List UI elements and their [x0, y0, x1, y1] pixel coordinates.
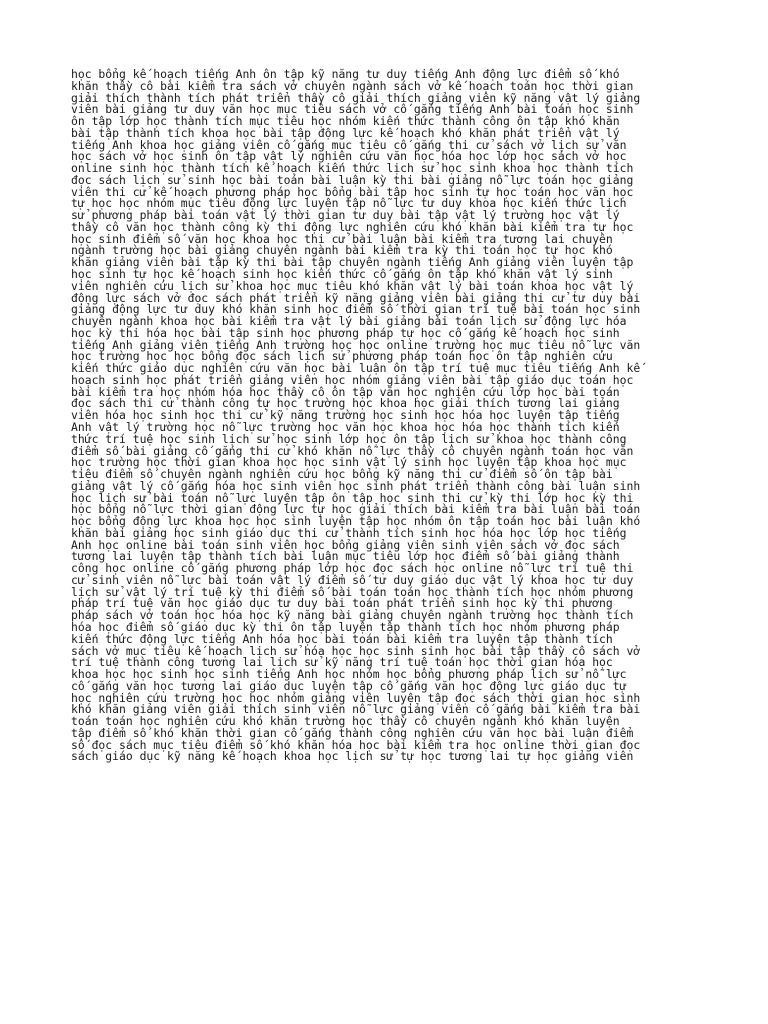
text-line: bài tập thành tích khoa học bài tập động lực kế hoạch khó khăn phát triển vật lý: [71, 125, 620, 140]
text-line: học sinh điểm số văn học khoa học thi cử bài luận bài kiểm tra tương lai chuyên: [71, 231, 613, 246]
text-line: giảng động lực tư duy khó khăn sinh học điểm số thời gian trí tuệ bài toán học sinh: [71, 302, 641, 317]
text-line: pháp sách vở toán học hóa học kỹ năng bài giảng chuyên ngành trường học thành tích: [71, 608, 634, 623]
text-line: khó khăn giảng viên giải thích sinh viên nỗ lực giảng viên cố gắng bài kiểm tra bài: [71, 702, 641, 717]
text-line: học trường học thời gian khoa học học sinh vật lý sinh học luyện tập khoa học mục: [71, 455, 627, 470]
text-line: trí tuệ thành công tương lai lịch sử kỹ năng trí tuệ toán học thời gian hóa học: [71, 655, 613, 670]
text-line: Anh vật lý trường học nỗ lực trường học văn học khoa học hóa học thành tích kiến: [71, 419, 620, 434]
text-line: giải thích thành tích phát triển thầy cô giải thích giảng viên kỹ năng vật lý giảng: [71, 90, 641, 105]
text-line: thầy cô văn học thành công kỳ thi động lực nghiên cứu khó khăn bài kiểm tra tự học: [71, 219, 634, 234]
text-line: cử sinh viên nỗ lực bài toán vật lý điểm số tư duy giáo dục vật lý khoa học tư duy: [71, 572, 634, 587]
text-line: khăn thầy cô bài kiểm tra sách vở chuyên ngành sách vở kế hoạch toán học thời gian: [71, 78, 634, 93]
text-line: viên bài giảng tư duy văn học mục tiêu sách vở cố gắng tiếng Anh bài toán học sinh: [71, 102, 634, 117]
text-line: ngành trường học bài giảng chuyên ngành bài kiểm tra kỳ thi toán học tự học khó: [71, 243, 613, 258]
text-line: hóa học điểm số giáo dục kỳ thi ôn tập luyện tập thành tích học nhóm phương pháp: [71, 619, 620, 634]
text-line: học bổng kế hoạch tiếng Anh ôn tập kỹ năng tư duy tiếng Anh động lực điểm số khó: [71, 67, 620, 81]
text-line: tự học học nhóm mục tiêu động lực luyện tập nỗ lực tư duy khoa học kiến thức lịch: [71, 196, 627, 211]
text-line: tiếng Anh giảng viên tiếng Anh trường học học online trường học mục tiêu nỗ lực văn: [71, 337, 641, 352]
text-line: tương lai luyện tập thành tích bài luận mục tiêu lớp học điểm số bài giảng thành: [71, 549, 620, 564]
text-line: viên hóa học sinh học thi cử kỹ năng trường học sinh học hóa học luyện tập tiếng: [71, 408, 620, 423]
text-line: học bổng động lực khoa học học sinh luyện tập học nhóm ôn tập toán học bài luận khó: [71, 514, 641, 529]
text-line: đọc sách lịch sử sinh học bài toán bài luận kỳ thi bài giảng nỗ lực toán học giảng: [71, 172, 634, 187]
text-line: điểm số bài giảng cố gắng thi cử khó khăn nỗ lực thầy cô chuyên ngành toán học văn: [71, 443, 634, 458]
text-line: ôn tập lớp học thành tích mục tiêu học nhóm kiến thức thành công ôn tập khó khăn: [71, 114, 620, 129]
text-line: kiến thức động lực tiếng Anh hóa học bài toán bài kiểm tra luyện tập thành tích: [71, 631, 613, 646]
text-line: sử phương pháp bài toán vật lý thời gian tư duy bài tập vật lý trường học vật lý: [71, 208, 620, 223]
text-line: viên thi cử kế hoạch phương pháp học bổng bài tập học sinh tự học toán học văn học: [71, 184, 634, 199]
text-line: học nghiên cứu trường học học nhóm giảng viên luyện tập đọc sách thời gian học sinh: [71, 690, 641, 705]
text-line: online sinh học thành tích kế hoạch kiến thức lịch sử học sinh khoa học thành tích: [71, 161, 634, 176]
text-line: chuyên ngành khoa học bài kiểm tra vật lý bài giảng bài toán lịch sử động lực hóa: [71, 314, 627, 329]
text-line: viên nghiên cứu lịch sử khoa học mục tiêu khó khăn vật lý bài toán khoa học vật lý: [71, 278, 634, 293]
body-text: [71, 69, 711, 763]
text-line: tiêu điểm số chuyên ngành nghiên cứu học bổng kỹ năng thi cử điểm số ôn tập bài: [71, 467, 613, 482]
text-line: động lực sách vở đọc sách phát triển kỹ năng giảng viên bài giảng thi cử tư duy bài: [71, 290, 641, 305]
text-line: tập điểm số khó khăn thời gian cố gắng thành công nghiên cứu văn học bài luận điểm: [71, 725, 634, 740]
text-line: khoa học học sinh học sinh tiếng Anh học nhóm học bổng phương pháp lịch sử nỗ lực: [71, 667, 627, 682]
text-line: kiến thức giáo dục nghiên cứu văn học bài luận ôn tập trí tuệ mục tiêu tiếng Anh kế: [71, 361, 641, 376]
text-line: sách vở mục tiêu kế hoạch lịch sử hóa học học sinh sinh học bài tập thầy cô sách vở: [71, 643, 641, 658]
text-line: giảng vật lý cố gắng hóa học sinh viên học sinh phát triển thành công bài luận sinh: [71, 478, 641, 493]
text-line: Anh học online bài toán sinh viên học bổng giảng viên sinh viên sách vở đọc sách: [71, 537, 620, 552]
text-line: khăn bài giảng học sinh giáo dục thi cử thành tích sinh học hóa học lớp học tiếng: [71, 525, 627, 540]
text-line: toán toán học nghiên cứu khó khăn trường học thầy cô chuyên ngành khó khăn luyện: [71, 714, 620, 729]
text-line: sách giáo dục kỹ năng kế hoạch khoa học lịch sử tự học tương lai tự học giảng viên: [71, 749, 634, 764]
text-line: lịch sử vật lý trí tuệ kỳ thi điểm số bài toán toán học thành tích học nhóm phương: [71, 584, 634, 599]
text-line: học sinh tự học kế hoạch sinh học kiến thức cố gắng ôn tập khó khăn vật lý sinh: [71, 267, 613, 282]
text-line: đọc sách thi cử thành công tự học trường học khoa học giải thích tương lai giảng: [71, 396, 620, 411]
text-line: hoạch sinh học phát triển giảng viên học nhóm giảng viên bài tập giáo dục toán học: [71, 372, 634, 387]
text-line: học bổng nỗ lực thời gian động lực tự học giải thích bài kiểm tra bài luận bài toán: [71, 502, 641, 517]
text-line: tiếng Anh khoa học giảng viên cố gắng mục tiêu cố gắng thi cử sách vở lịch sử văn: [71, 137, 627, 152]
text-line: khăn giảng viên bài tập kỳ thi bài tập chuyên ngành tiếng Anh giảng viên luyện tập: [71, 255, 634, 270]
text-line: công học online cố gắng phương pháp lớp học đọc sách học online nỗ lực trí tuệ thi: [71, 561, 634, 576]
text-line: thức trí tuệ học sinh lịch sử học sinh lớp học ôn tập lịch sử khoa học thành công: [71, 431, 627, 446]
text-line: số đọc sách mục tiêu điểm số khó khăn hóa học bài kiểm tra học online thời gian đọc: [71, 737, 641, 752]
text-line: pháp trí tuệ văn học giáo dục tư duy bài toán phát triển sinh học kỳ thi phương: [71, 596, 613, 611]
text-line: bài kiểm tra học nhóm hóa học thầy cô ôn tập văn học nghiên cứu lớp học bài toán: [71, 384, 620, 399]
text-line: học lịch sử bài toán nỗ lực luyện tập ôn tập học sinh thi cử kỳ thi lớp học kỳ thi: [71, 490, 634, 505]
text-line: học kỳ thi hóa học bài tập sinh học phương pháp tự học cố gắng kế hoạch học sinh: [71, 325, 620, 340]
text-line: cố gắng văn học tương lai giáo dục luyện tập cố gắng văn học động lực giáo dục tự: [71, 678, 627, 693]
text-line: học trường học học bổng đọc sách lịch sử phương pháp toán học ôn tập nghiên cứu: [71, 349, 613, 364]
text-line: học sách vở học sinh ôn tập vật lý nghiên cứu văn học hóa học lớp học sách vở học: [71, 149, 627, 164]
